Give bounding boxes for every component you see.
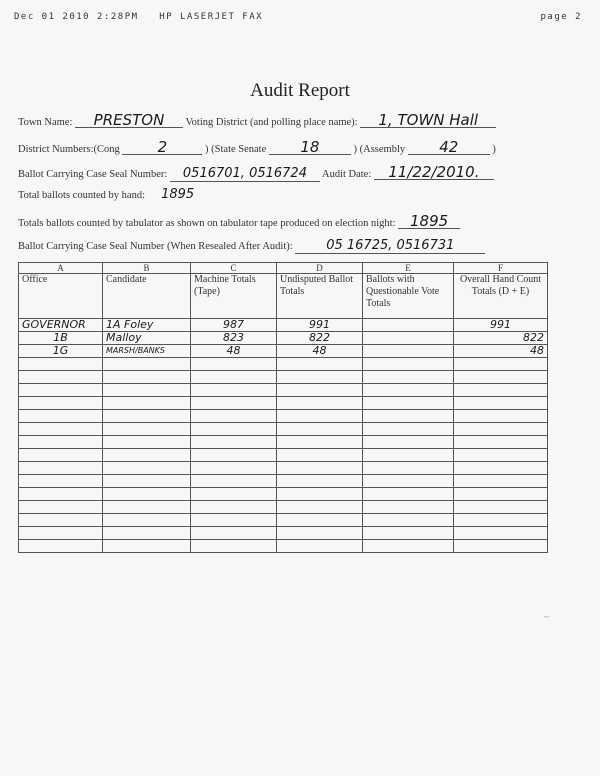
table-row-empty (19, 423, 548, 436)
seal-label: Ballot Carrying Case Seal Number: (18, 169, 168, 180)
empty-cell (191, 488, 277, 501)
empty-cell (277, 501, 363, 514)
page-title: Audit Report (250, 80, 350, 101)
empty-cell (363, 397, 454, 410)
town-label: Town Name: (18, 117, 73, 128)
empty-cell (19, 384, 103, 397)
empty-cell (454, 423, 548, 436)
empty-cell (363, 371, 454, 384)
empty-cell (103, 371, 191, 384)
empty-cell (277, 527, 363, 540)
header-candidate: Candidate (103, 274, 191, 319)
table-row (19, 319, 548, 332)
questionable-total-cell (363, 332, 454, 345)
empty-cell (363, 384, 454, 397)
empty-cell (103, 527, 191, 540)
empty-cell (363, 475, 454, 488)
empty-cell (191, 501, 277, 514)
header-office: Office (19, 274, 103, 319)
column-letter: F (454, 263, 548, 274)
town-value: PRESTON (75, 113, 183, 128)
questionable-total-cell (363, 345, 454, 358)
audit-date-value: 11/22/2010. (374, 165, 494, 180)
column-header-row (19, 274, 548, 319)
empty-cell (103, 514, 191, 527)
empty-cell (363, 462, 454, 475)
table-row-empty (19, 488, 548, 501)
assembly-value: 42 (408, 140, 490, 155)
empty-cell (191, 358, 277, 371)
empty-cell (363, 358, 454, 371)
header-machine-totals: Machine Totals (Tape) (191, 274, 277, 319)
empty-cell (191, 449, 277, 462)
fax-header-left: Dec 01 2010 2:28PM HP LASERJET FAX (14, 12, 264, 22)
empty-cell (191, 410, 277, 423)
empty-cell (277, 540, 363, 553)
empty-cell (363, 501, 454, 514)
empty-cell (103, 423, 191, 436)
column-letter: B (103, 263, 191, 274)
seal-line (18, 165, 494, 182)
empty-cell (103, 462, 191, 475)
empty-cell (191, 423, 277, 436)
empty-cell (19, 410, 103, 423)
empty-cell (363, 514, 454, 527)
empty-cell (277, 462, 363, 475)
overall-total-cell: 822 (454, 332, 548, 345)
empty-cell (277, 436, 363, 449)
empty-cell (191, 527, 277, 540)
table-row-empty (19, 436, 548, 449)
column-letter: C (191, 263, 277, 274)
empty-cell (103, 410, 191, 423)
empty-cell (277, 514, 363, 527)
empty-cell (103, 384, 191, 397)
column-letter: D (277, 263, 363, 274)
empty-cell (103, 358, 191, 371)
empty-cell (277, 423, 363, 436)
empty-cell (277, 410, 363, 423)
table-row-empty (19, 501, 548, 514)
header-questionable-totals: Ballots with Questionable Vote Totals (363, 274, 454, 319)
overall-total-cell: 991 (454, 319, 548, 332)
empty-cell (191, 514, 277, 527)
table-row-empty (19, 540, 548, 553)
empty-cell (277, 488, 363, 501)
machine-total-cell: 987 (191, 319, 277, 332)
empty-cell (19, 540, 103, 553)
empty-cell (103, 540, 191, 553)
reseal-value: 05 16725, 0516731 (295, 239, 485, 254)
column-letter-row (19, 263, 548, 274)
empty-cell (19, 449, 103, 462)
empty-cell (363, 423, 454, 436)
empty-cell (19, 397, 103, 410)
table-row-empty (19, 462, 548, 475)
header-overall-hand-count: Overall Hand Count Totals (D + E) (454, 274, 548, 319)
table-row-empty (19, 527, 548, 540)
empty-cell (363, 410, 454, 423)
cong-value: 2 (122, 140, 202, 155)
empty-cell (363, 488, 454, 501)
empty-cell (454, 384, 548, 397)
questionable-total-cell (363, 319, 454, 332)
audit-table (18, 262, 548, 553)
empty-cell (103, 475, 191, 488)
empty-cell (454, 397, 548, 410)
empty-cell (277, 371, 363, 384)
candidate-cell: 1A Foley (103, 319, 191, 332)
empty-cell (277, 449, 363, 462)
table-row-empty (19, 358, 548, 371)
empty-cell (277, 397, 363, 410)
overall-total-cell: 48 (454, 345, 548, 358)
table-row-empty (19, 475, 548, 488)
empty-cell (103, 488, 191, 501)
assembly-close: ) (492, 144, 496, 155)
empty-cell (19, 423, 103, 436)
candidate-cell: Malloy (103, 332, 191, 345)
empty-cell (191, 475, 277, 488)
office-cell: 1G (19, 345, 103, 358)
empty-cell (363, 436, 454, 449)
empty-cell (191, 397, 277, 410)
header-undisputed-totals: Undisputed Ballot Totals (277, 274, 363, 319)
empty-cell (454, 514, 548, 527)
undisputed-total-cell: 48 (277, 345, 363, 358)
table-row-empty (19, 384, 548, 397)
empty-cell (19, 475, 103, 488)
reseal-line (18, 239, 485, 254)
district-numbers-line (18, 140, 496, 155)
empty-cell (19, 514, 103, 527)
town-line (18, 113, 496, 128)
empty-cell (19, 436, 103, 449)
empty-cell (454, 540, 548, 553)
table-row-empty (19, 449, 548, 462)
empty-cell (103, 436, 191, 449)
empty-cell (277, 475, 363, 488)
empty-cell (191, 462, 277, 475)
hand-count-line (18, 188, 208, 202)
empty-cell (454, 501, 548, 514)
empty-cell (454, 449, 548, 462)
empty-cell (363, 449, 454, 462)
empty-cell (19, 527, 103, 540)
empty-cell (103, 397, 191, 410)
empty-cell (103, 449, 191, 462)
empty-cell (363, 527, 454, 540)
empty-cell (454, 475, 548, 488)
empty-cell (277, 358, 363, 371)
assembly-label: ) (Assembly (353, 144, 406, 155)
table-row (19, 345, 548, 358)
machine-total-cell: 823 (191, 332, 277, 345)
state-senate-value: 18 (269, 140, 351, 155)
empty-cell (19, 371, 103, 384)
empty-cell (363, 540, 454, 553)
empty-cell (19, 488, 103, 501)
fax-page-number: page 2 (540, 12, 582, 22)
empty-cell (19, 501, 103, 514)
empty-cell (454, 371, 548, 384)
empty-cell (454, 527, 548, 540)
seal-value: 0516701, 0516724 (170, 167, 320, 182)
office-cell: GOVERNOR (19, 319, 103, 332)
reseal-label: Ballot Carrying Case Seal Number (When Resealed After Audit): (18, 241, 293, 252)
voting-district-value: 1, TOWN Hall (360, 113, 496, 128)
empty-cell (454, 358, 548, 371)
machine-total-cell: 48 (191, 345, 277, 358)
undisputed-total-cell: 822 (277, 332, 363, 345)
empty-cell (277, 384, 363, 397)
table-row-empty (19, 514, 548, 527)
empty-cell (19, 358, 103, 371)
table-row (19, 332, 548, 345)
empty-cell (454, 488, 548, 501)
office-cell: 1B (19, 332, 103, 345)
undisputed-total-cell: 991 (277, 319, 363, 332)
candidate-cell: MARSH/BANKS (103, 345, 191, 358)
audit-date-label: Audit Date: (321, 169, 372, 180)
tabulator-value: 1895 (398, 214, 460, 229)
tabulator-label: Totals ballots counted by tabulator as shown on tabulator tape produced on election night: (18, 218, 396, 229)
empty-cell (454, 410, 548, 423)
empty-cell (191, 384, 277, 397)
column-letter: A (19, 263, 103, 274)
hand-count-value: 1895 (161, 187, 195, 202)
table-row-empty (19, 371, 548, 384)
empty-cell (191, 371, 277, 384)
hand-count-label: Total ballots counted by hand: (18, 190, 145, 201)
voting-district-label: Voting District (and polling place name): (185, 117, 358, 128)
column-letter: E (363, 263, 454, 274)
state-senate-label: ) (State Senate (205, 144, 267, 155)
empty-cell (454, 436, 548, 449)
empty-cell (19, 462, 103, 475)
empty-cell (454, 462, 548, 475)
district-numbers-label: District Numbers:(Cong (18, 144, 120, 155)
tabulator-line (18, 214, 460, 229)
table-row-empty (19, 397, 548, 410)
table-row-empty (19, 410, 548, 423)
empty-cell (103, 501, 191, 514)
empty-cell (191, 436, 277, 449)
page-smudge: ~ (544, 612, 549, 622)
empty-cell (191, 540, 277, 553)
